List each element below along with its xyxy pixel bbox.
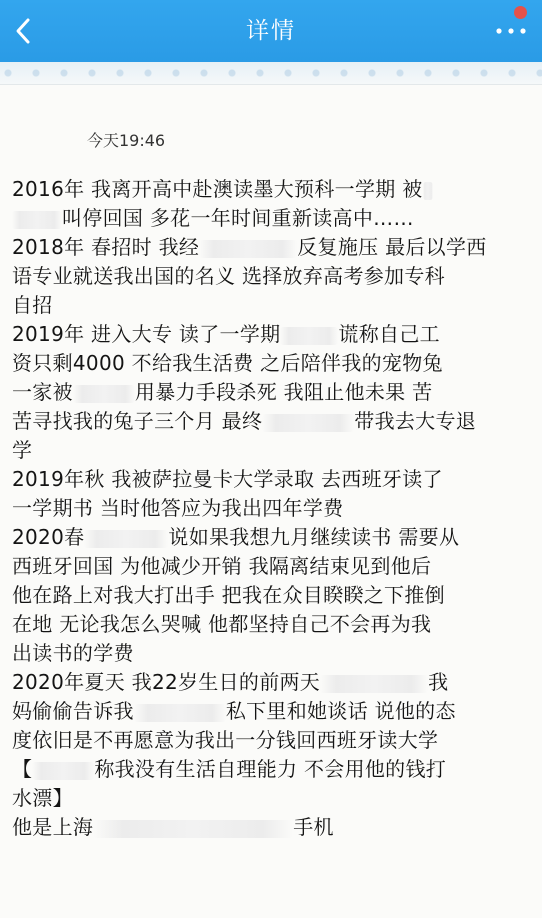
- message-line: 在地 无论我怎么哭喊 他都坚持自己不会再为我: [12, 612, 432, 636]
- message-line: 语专业就送我出国的名义 选择放弃高考参加专科: [12, 264, 445, 288]
- message-line: 西班牙回国 为他减少开销 我隔离结束见到他后: [12, 554, 432, 578]
- notification-dot: [514, 6, 527, 19]
- message-line: 出读书的学费: [12, 641, 134, 665]
- message-line: 自招: [12, 293, 53, 317]
- message-body: [12, 175, 538, 842]
- message-line: 妈偷偷告诉我 私下里和她谈话 说他的态: [12, 699, 456, 723]
- message-line: 他是上海 手机: [12, 815, 334, 839]
- message-line: 一学期书 当时他答应为我出四年学费: [12, 496, 344, 520]
- message-line: 资只剩4000 不给我生活费 之后陪伴我的宠物兔: [12, 351, 443, 375]
- redaction: [320, 675, 428, 693]
- redaction: [32, 762, 94, 780]
- message-line: 学: [12, 438, 33, 462]
- redaction: [73, 385, 135, 403]
- redaction: [199, 240, 297, 258]
- message-line: 【 称我没有生活自理能力 不会用他的钱打: [12, 757, 447, 781]
- more-dots-icon[interactable]: [494, 24, 528, 38]
- header-bar: [0, 0, 542, 62]
- message-line: 2016年 我离开高中赴澳读墨大预科一学期 被: [12, 175, 538, 204]
- redaction: [12, 211, 62, 229]
- message-line: 2018年 春招时 我经 反复施压 最后以学西: [12, 235, 487, 259]
- redaction: [134, 704, 226, 722]
- message-line: 2019年 进入大专 读了一学期 谎称自己工: [12, 322, 440, 346]
- header-decoration: [0, 62, 542, 85]
- redaction: [262, 414, 354, 432]
- redaction: [84, 530, 168, 548]
- message-line: 他在路上对我大打出手 把我在众目睽睽之下推倒: [12, 583, 445, 607]
- message-line: 苦寻找我的兔子三个月 最终 带我去大专退: [12, 409, 477, 433]
- redaction: [423, 182, 433, 200]
- redaction: [280, 327, 338, 345]
- message-line: 叫停回国 多花一年时间重新读高中……: [12, 204, 538, 233]
- message-timestamp: 今天19:46: [87, 131, 166, 150]
- message-line: 2020春 说如果我想九月继续读书 需要从: [12, 525, 460, 549]
- message-line: 2019年秋 我被萨拉曼卡大学录取 去西班牙读了: [12, 467, 443, 491]
- message-line: 度依旧是不再愿意为我出一分钱回西班牙读大学: [12, 728, 439, 752]
- message-line: 一家被 用暴力手段杀死 我阻止他未果 苦: [12, 380, 433, 404]
- redaction: [93, 820, 293, 838]
- page-title: 详情: [246, 18, 296, 44]
- message-line: 水漂】: [12, 786, 73, 810]
- message-line: 2020年夏天 我22岁生日的前两天 我: [12, 670, 449, 694]
